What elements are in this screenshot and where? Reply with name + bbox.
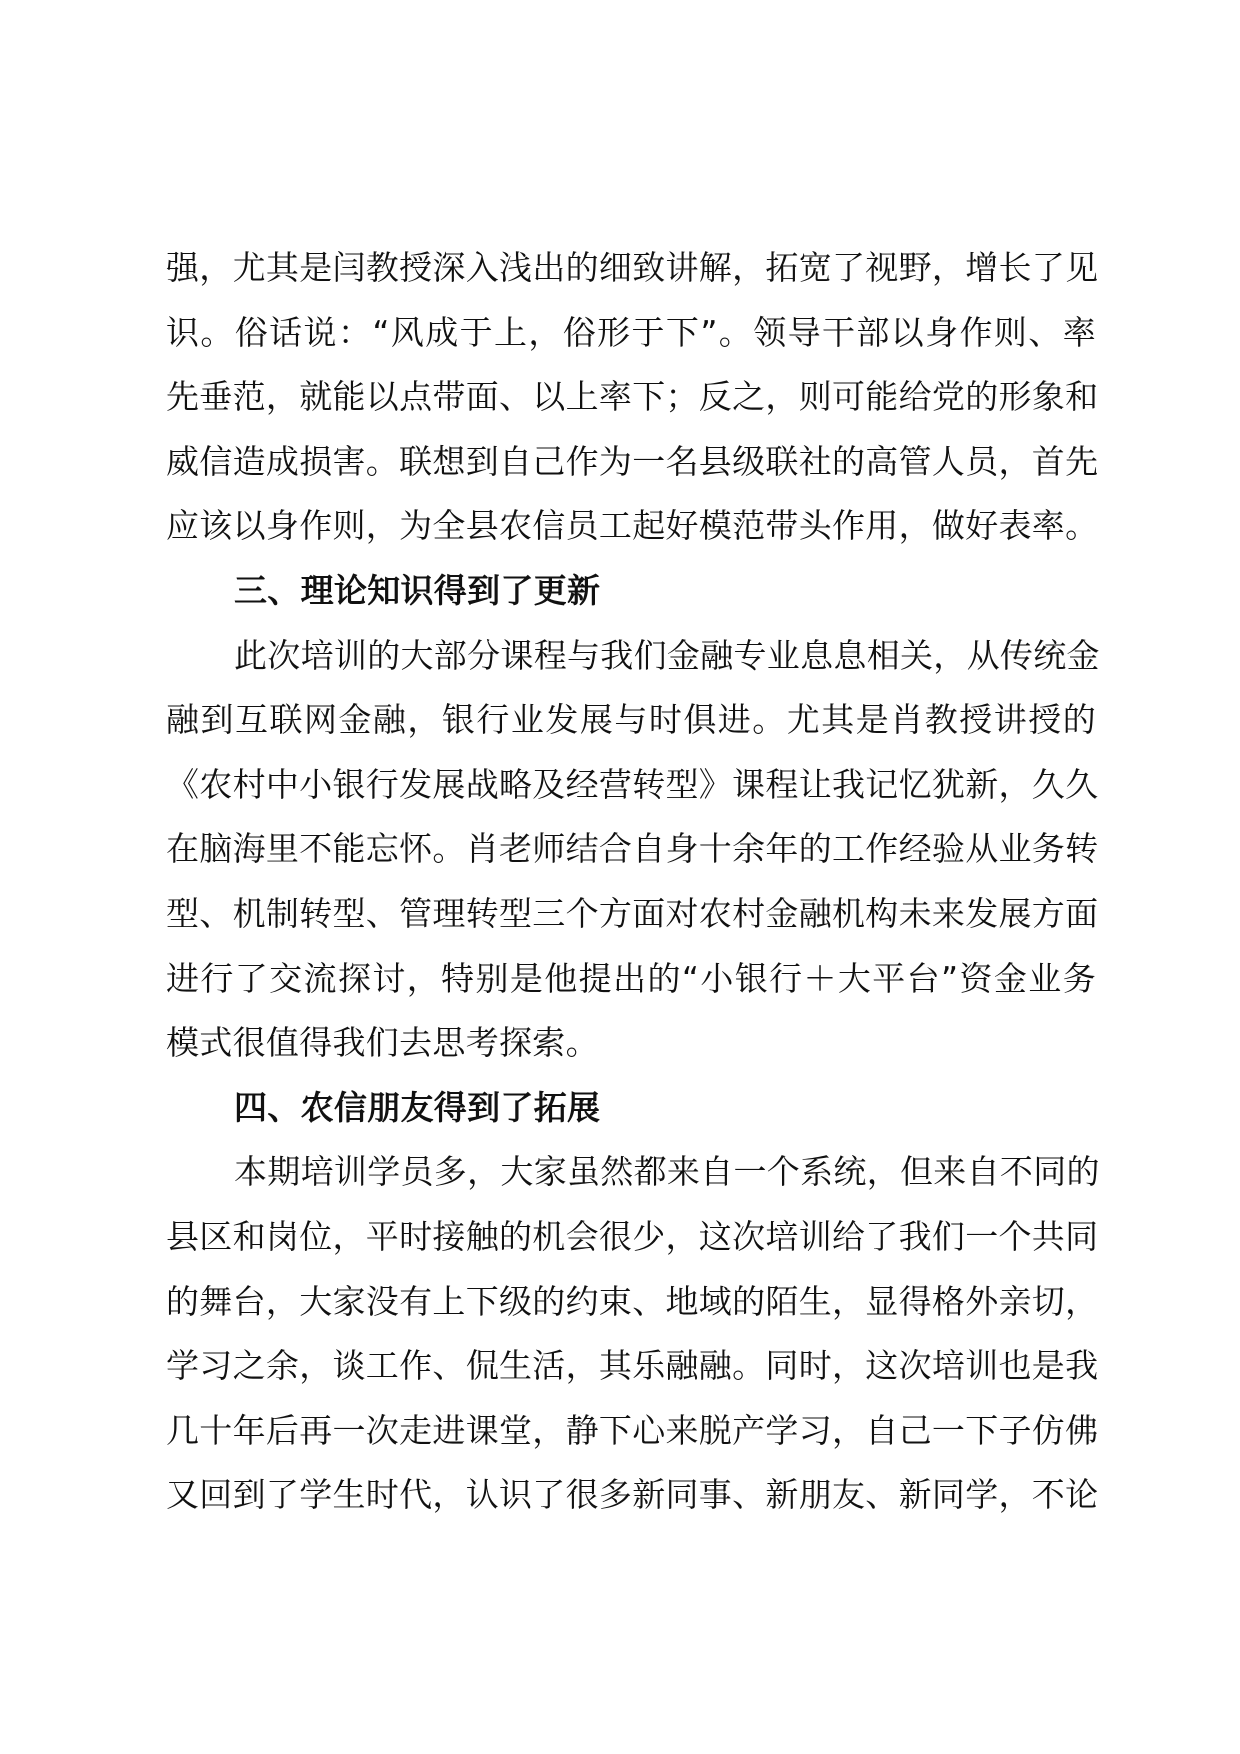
paragraph-line: 型、机制转型、管理转型三个方面对农村金融机构未来发展方面 [166,893,1099,933]
paragraph-line: 威信造成损害。联想到自己作为一名县级联社的高管人员，首先 [166,441,1099,481]
paragraph-line: 县区和岗位，平时接触的机会很少，这次培训给了我们一个共同 [166,1216,1099,1256]
paragraph-line: 融到互联网金融，银行业发展与时俱进。尤其是肖教授讲授的 [166,700,1096,740]
paragraph-line: 本期培训学员多，大家虽然都来自一个系统，但来自不同的 [234,1152,1100,1192]
paragraph-line: 学习之余，谈工作、侃生活，其乐融融。同时，这次培训也是我 [166,1346,1099,1386]
paragraph-line: 应该以身作则，为全县农信员工起好模范带头作用，做好表率。 [166,506,1099,546]
section-heading: 四、农信朋友得到了拓展 [234,1087,601,1127]
paragraph-line: 先垂范，就能以点带面、以上率下；反之，则可能给党的形象和 [166,377,1099,417]
paragraph-line: 模式很值得我们去思考探索。 [166,1023,599,1063]
section-heading: 三、理论知识得到了更新 [234,570,601,610]
paragraph-line: 进行了交流探讨，特别是他提出的“小银行＋大平台”资金业务 [166,958,1096,998]
paragraph-line: 在脑海里不能忘怀。肖老师结合自身十余年的工作经验从业务转 [166,829,1099,869]
body-text [166,236,1100,1528]
paragraph-line: 强，尤其是闫教授深入浅出的细致讲解，拓宽了视野，增长了见 [166,248,1099,287]
paragraph-line: 几十年后再一次走进课堂，静下心来脱产学习，自己一下子仿佛 [166,1410,1099,1450]
paragraph-line: 《农村中小银行发展战略及经营转型》课程让我记忆犹新，久久 [166,764,1099,804]
paragraph-line: 识。俗话说：“风成于上，俗形于下”。领导干部以身作则、率 [166,312,1096,352]
paragraph-line: 的舞台，大家没有上下级的约束、地域的陌生，显得格外亲切， [166,1281,1099,1321]
paragraph-line: 此次培训的大部分课程与我们金融专业息息相关，从传统金 [234,635,1100,675]
paragraph-line: 又回到了学生时代，认识了很多新同事、新朋友、新同学，不论 [166,1475,1099,1515]
